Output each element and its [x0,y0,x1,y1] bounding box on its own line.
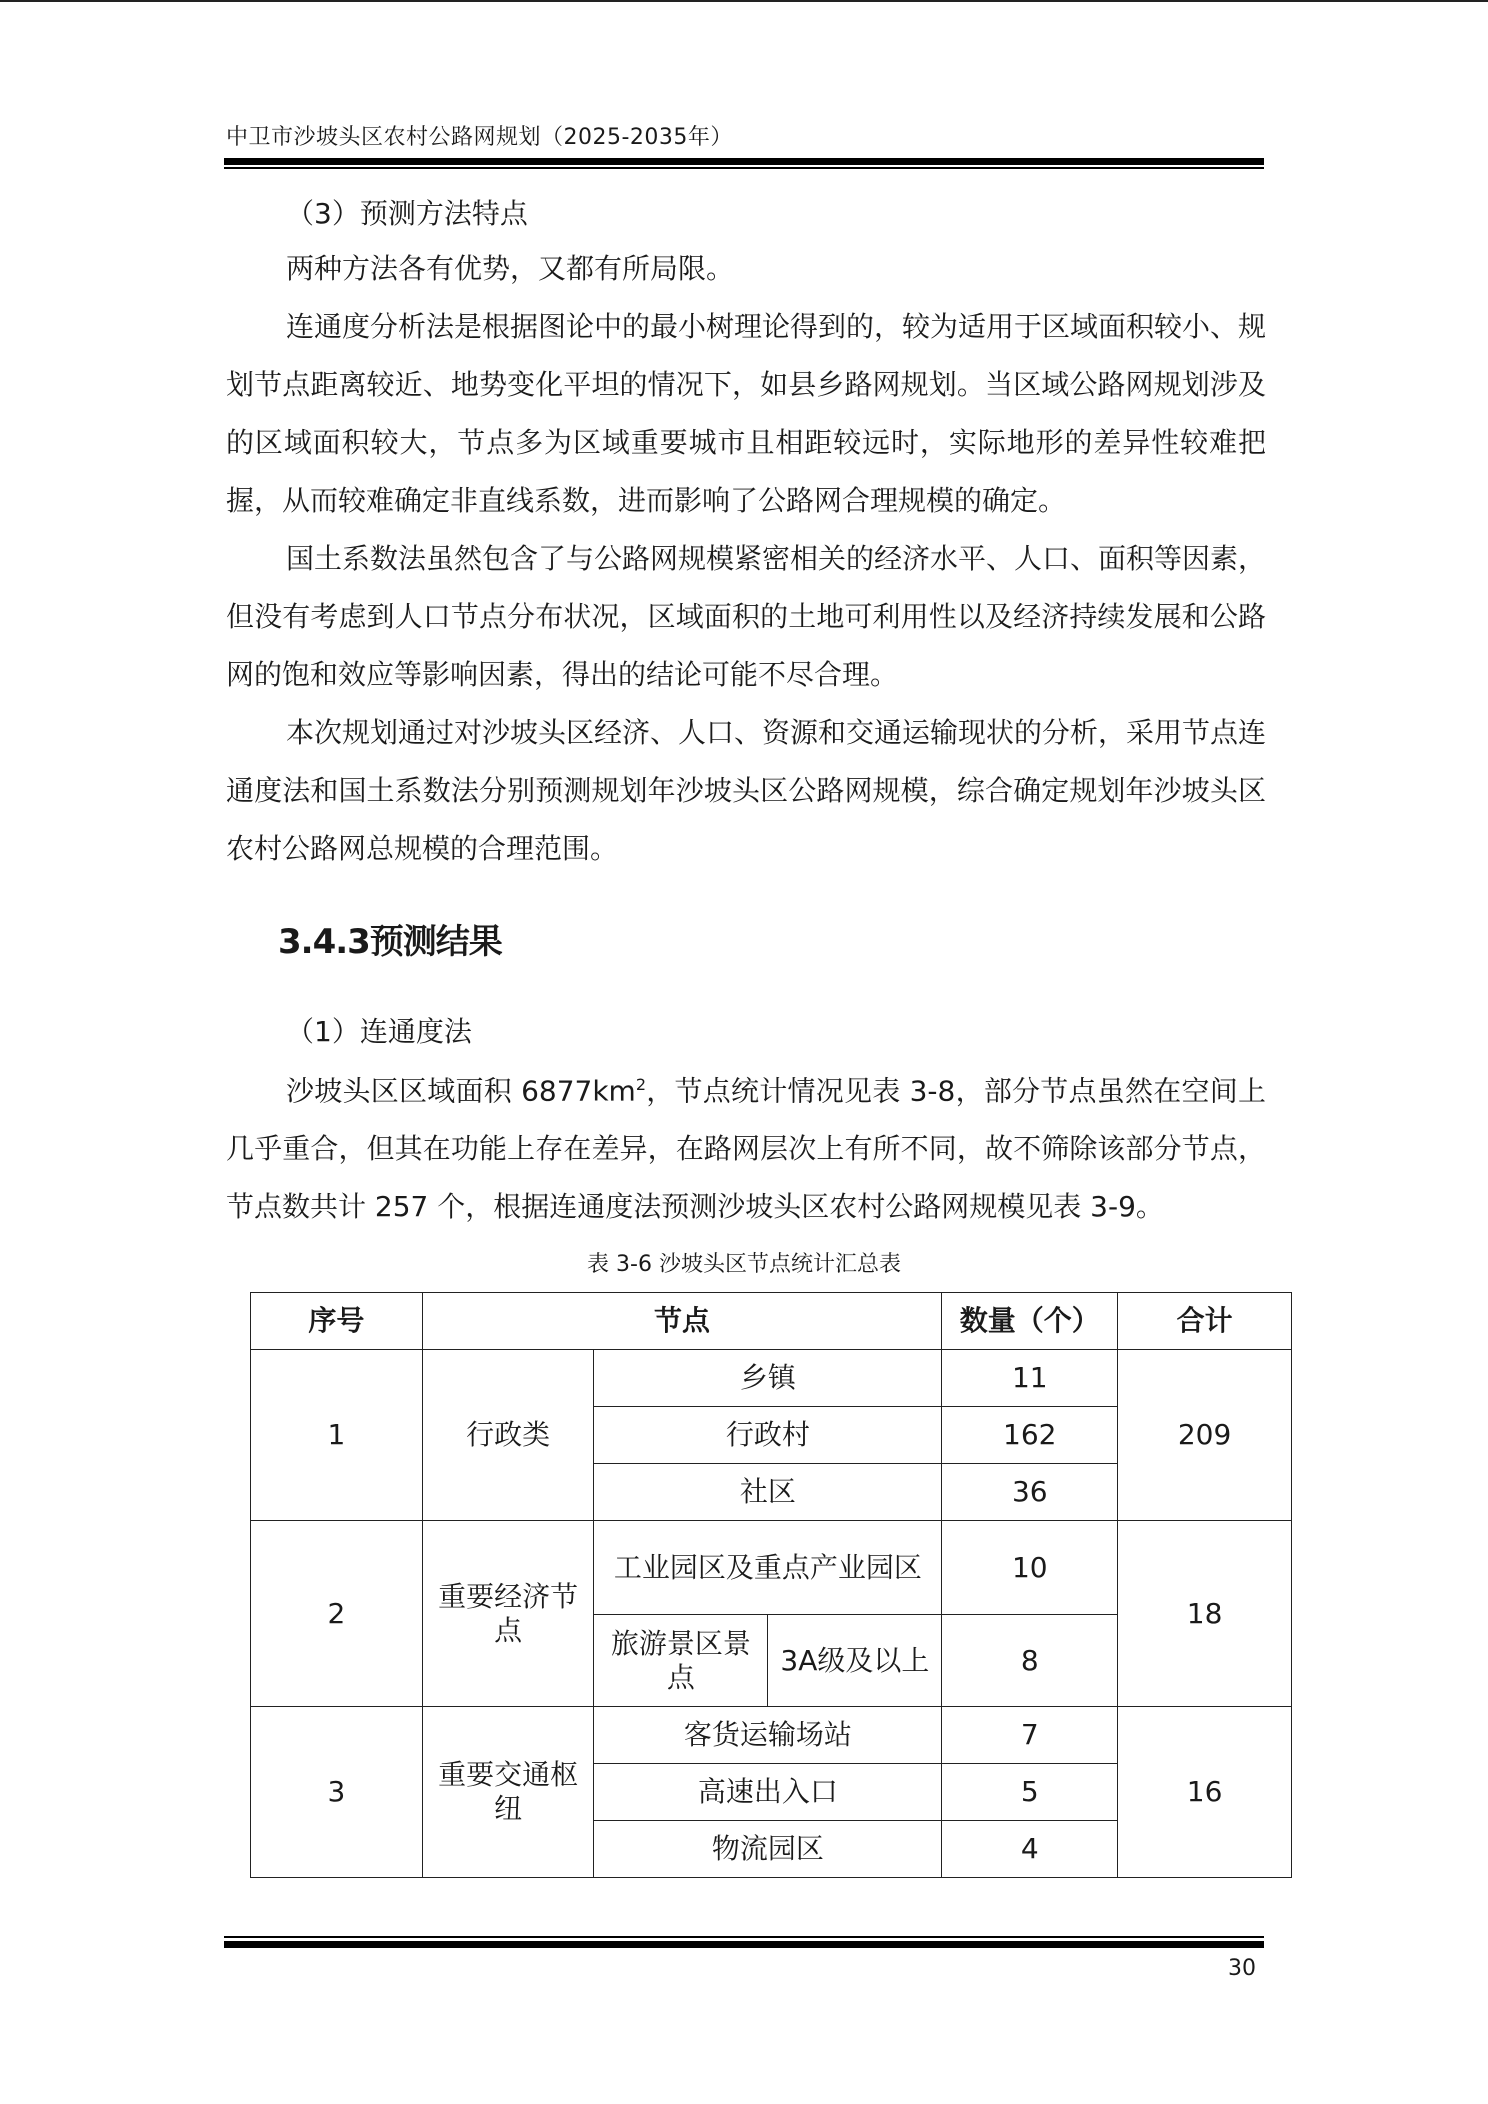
header-count: 数量（个） [942,1293,1118,1350]
subheading-method-features: （3）预测方法特点 [286,197,528,230]
node-count-cell: 162 [942,1407,1118,1464]
node-name-cell: 工业园区及重点产业园区 [594,1521,942,1615]
node-count-cell: 36 [942,1464,1118,1521]
footer-rule-thick [224,1941,1264,1948]
group-category-cell: 重要交通枢纽 [422,1707,594,1878]
header-node: 节点 [422,1293,942,1350]
footer-rule-thin [224,1936,1264,1938]
table-header-row [251,1293,1292,1350]
p5-superscript: 2 [635,1075,647,1094]
group-no-cell: 2 [251,1521,423,1707]
node-name-cell: 物流园区 [594,1821,942,1878]
header-no: 序号 [251,1293,423,1350]
node-name-cell: 行政村 [594,1407,942,1464]
node-count-cell: 10 [942,1521,1118,1615]
subheading-connectivity: （1）连通度法 [286,1015,472,1048]
table-caption: 表 3-6 沙坡头区节点统计汇总表 [587,1252,901,1277]
p5-text-before: 沙坡头区区域面积 6877km [286,1074,636,1108]
node-name-cell: 社区 [594,1464,942,1521]
p5-text-after: ，节点统计情况见表 3-8，部分节点虽然在空间上几乎重合，但其在功能上存在差异，在路网层次上有所不同，故不筛除该部分节点，节点数共计 257 个，根据连通度法预测沙坡头区农村公路网规模见表 3-9。 [226,1074,1267,1224]
group-category-cell: 行政类 [422,1350,594,1521]
node-count-cell: 11 [942,1350,1118,1407]
paragraph-5 [226,1056,1266,1236]
group-no-cell: 3 [251,1707,423,1878]
page-number: 30 [1228,1956,1256,1981]
table-row [251,1350,1292,1407]
header-rule-thin [224,167,1264,169]
paragraph-2: 连通度分析法是根据图论中的最小树理论得到的，较为适用于区域面积较小、规划节点距离较近、地势变化平坦的情况下，如县乡路网规划。当区域公路网规划涉及的区域面积较大，节点多为区域重要城市且相距较远时，实际地形的差异性较难把握，从而较难确定非直线系数，进而影响了公路网合理规模的确定。 [226,310,1267,517]
table-row [251,1521,1292,1615]
node-name-cell: 客货运输场站 [594,1707,942,1764]
node-name-cell: 高速出入口 [594,1764,942,1821]
node-name-cell: 乡镇 [594,1350,942,1407]
paragraph-4: 本次规划通过对沙坡头区经济、人口、资源和交通运输现状的分析，采用节点连通度法和国土系数法分别预测规划年沙坡头区公路网规模，综合确定规划年沙坡头区农村公路网总规模的合理范围。 [226,716,1267,865]
group-no-cell: 1 [251,1350,423,1521]
node-subname-cell: 3A级及以上 [768,1615,942,1707]
group-category-cell: 重要经济节点 [422,1521,594,1707]
group-total-cell: 18 [1118,1521,1292,1707]
node-count-cell: 8 [942,1615,1118,1707]
node-count-cell: 5 [942,1764,1118,1821]
paragraph-3: 国土系数法虽然包含了与公路网规模紧密相关的经济水平、人口、面积等因素，但没有考虑到人口节点分布状况，区域面积的土地可利用性以及经济持续发展和公路网的饱和效应等影响因素，得出的结论可能不尽合理。 [226,542,1267,691]
group-total-cell: 16 [1118,1707,1292,1878]
section-heading: 3.4.3预测结果 [278,922,502,962]
table-row [251,1707,1292,1764]
header-rule-thick [224,158,1264,165]
node-name-cell: 旅游景区景点 [594,1615,768,1707]
header-total: 合计 [1118,1293,1292,1350]
paragraph-1: 两种方法各有优势，又都有所局限。 [286,252,735,285]
node-statistics-table [250,1292,1292,1878]
node-count-cell: 4 [942,1821,1118,1878]
group-total-cell: 209 [1118,1350,1292,1521]
header-title: 中卫市沙坡头区农村公路网规划（2025-2035年） [226,125,733,150]
node-count-cell: 7 [942,1707,1118,1764]
